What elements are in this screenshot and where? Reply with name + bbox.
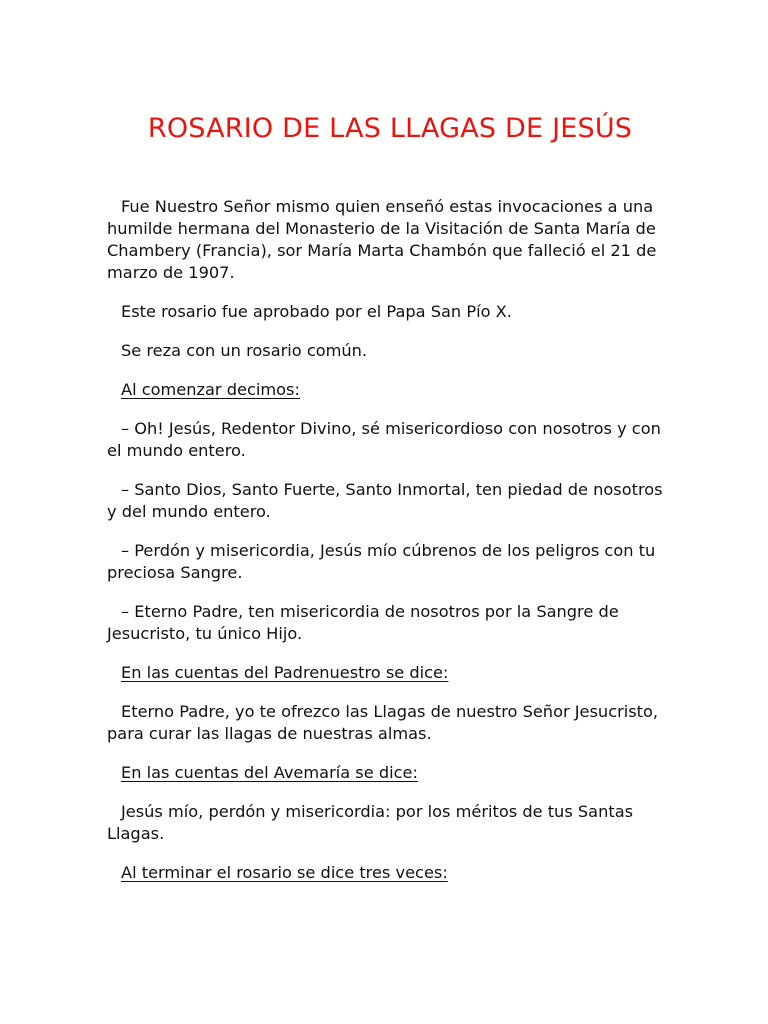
heading-avemaria: En las cuentas del Avemaría se dice: bbox=[121, 763, 418, 782]
paragraph-common-rosary: Se reza con un rosario común. bbox=[121, 341, 368, 360]
document-title: ROSARIO DE LAS LLAGAS DE JESÚS bbox=[147, 113, 633, 144]
prayer-eterno-padre-misericordia: – Eterno Padre, ten misericordia de nosotros por la Sangre de Jesucristo, tu único Hijo. bbox=[107, 602, 619, 643]
prayer-redentor: – Oh! Jesús, Redentor Divino, sé misericordioso con nosotros y con el mundo entero. bbox=[107, 419, 661, 460]
prayer-santo-dios: – Santo Dios, Santo Fuerte, Santo Inmortal, ten piedad de nosotros y del mundo entero. bbox=[107, 480, 663, 521]
prayer-avemaria: Jesús mío, perdón y misericordia: por los méritos de tus Santas Llagas. bbox=[107, 802, 634, 843]
prayer-perdon: – Perdón y misericordia, Jesús mío cúbrenos de los peligros con tu preciosa Sangre. bbox=[107, 541, 656, 582]
heading-padrenuestro: En las cuentas del Padrenuestro se dice: bbox=[121, 663, 449, 682]
paragraph-intro: Fue Nuestro Señor mismo quien enseñó estas invocaciones a una humilde hermana del Monasterio de la Visitación de Santa María de Chambery (Francia), sor María Marta Chambón que falleció el 21 de marzo de 1907. bbox=[107, 197, 657, 282]
heading-ending: Al terminar el rosario se dice tres veces: bbox=[121, 863, 448, 882]
heading-beginning: Al comenzar decimos: bbox=[121, 380, 300, 399]
paragraph-approval: Este rosario fue aprobado por el Papa San Pío X. bbox=[121, 302, 512, 321]
document-body bbox=[107, 196, 667, 901]
prayer-padrenuestro: Eterno Padre, yo te ofrezco las Llagas de nuestro Señor Jesucristo, para curar las llagas de nuestras almas. bbox=[107, 702, 659, 743]
